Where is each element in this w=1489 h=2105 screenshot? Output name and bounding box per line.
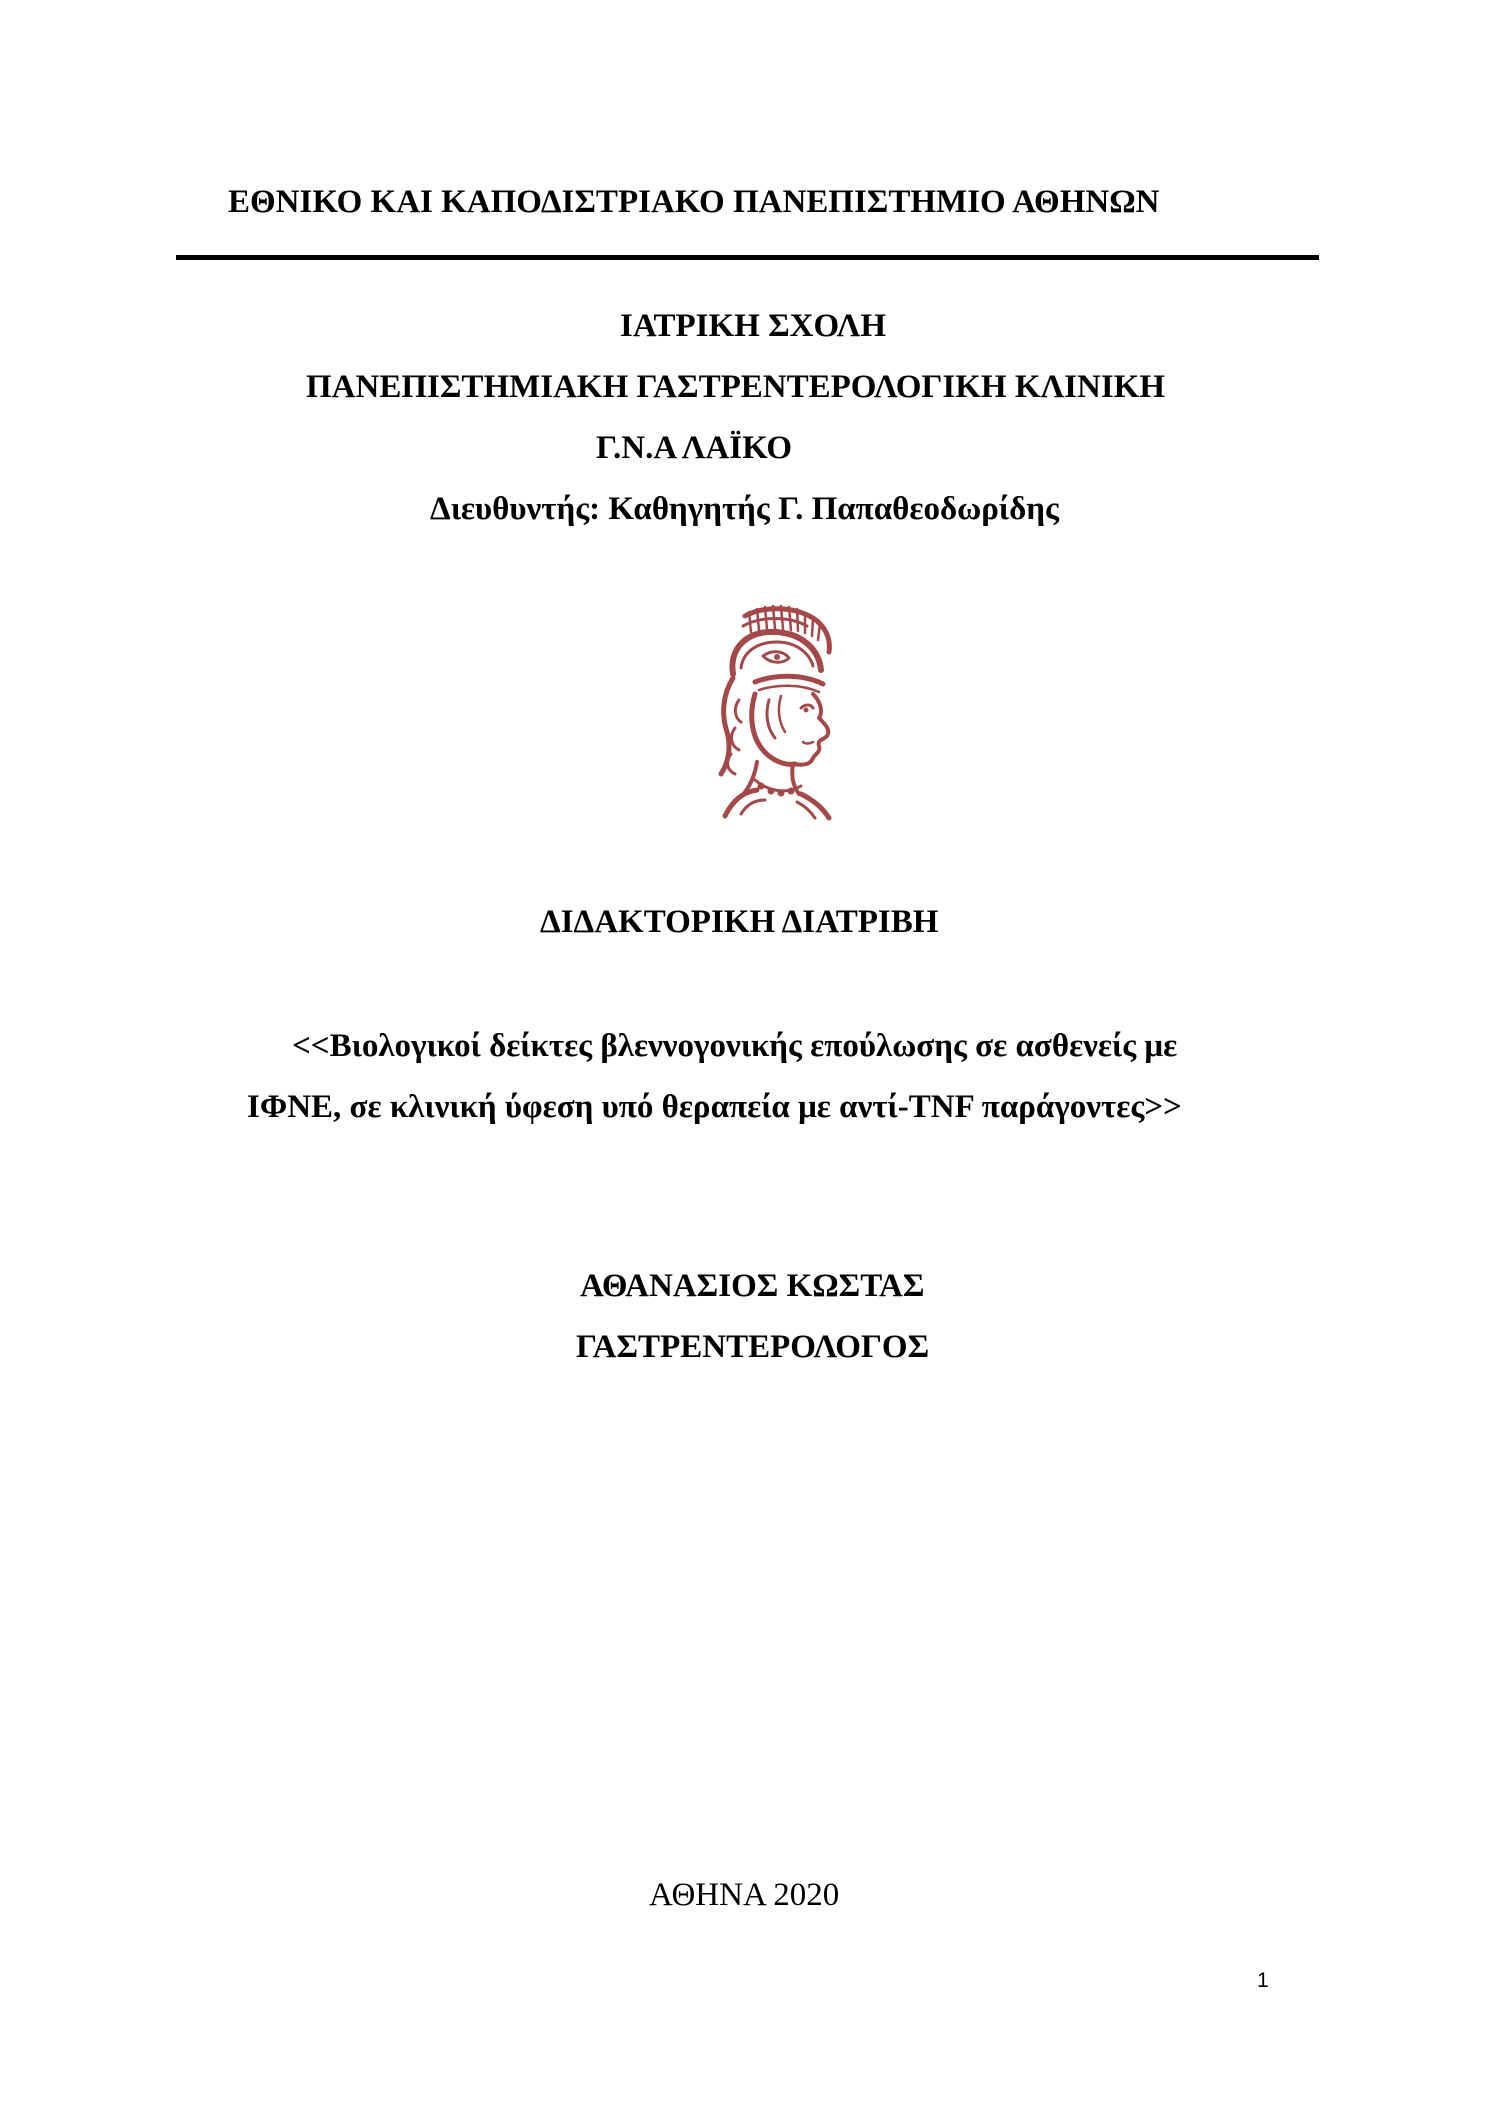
director-line: Διευθυντής: Καθηγητής Γ. Παπαθεοδωρίδης: [430, 491, 1059, 527]
university-name: ΕΘΝΙΚΟ ΚΑΙ ΚΑΠΟΔΙΣΤΡΙΑΚΟ ΠΑΝΕΠΙΣΤΗΜΙΟ ΑΘΗΝΩΝ: [228, 184, 1160, 220]
place-and-year: ΑΘΗΝΑ 2020: [649, 1877, 840, 1913]
header-divider: [176, 255, 1319, 260]
school-name: ΙΑΤΡΙΚΗ ΣΧΟΛΗ: [620, 308, 887, 344]
page-number: 1: [1257, 1969, 1269, 1992]
clinic-name: ΠΑΝΕΠΙΣΤΗΜΙΑΚΗ ΓΑΣΤΡΕΝΤΕΡΟΛΟΓΙΚΗ ΚΛΙΝΙΚΗ: [306, 369, 1166, 405]
athena-head-logo-icon: [685, 604, 843, 822]
hospital-name: Γ.Ν.Α ΛΑΪΚΟ: [596, 430, 793, 466]
thesis-title-line-1: <<Βιολογικοί δείκτες βλεννογονικής επούλωσης σε ασθενείς με: [292, 1028, 1178, 1064]
thesis-title-line-2: ΙΦΝΕ, σε κλινική ύφεση υπό θεραπεία με αντί-TNF παράγοντες>>: [247, 1089, 1182, 1125]
thesis-type: ΔΙΔΑΚΤΟΡΙΚΗ ΔΙΑΤΡΙΒΗ: [540, 904, 939, 940]
author-profession: ΓΑΣΤΡΕΝΤΕΡΟΛΟΓΟΣ: [576, 1329, 930, 1365]
author-name: ΑΘΑΝΑΣΙΟΣ ΚΩΣΤΑΣ: [580, 1268, 925, 1304]
